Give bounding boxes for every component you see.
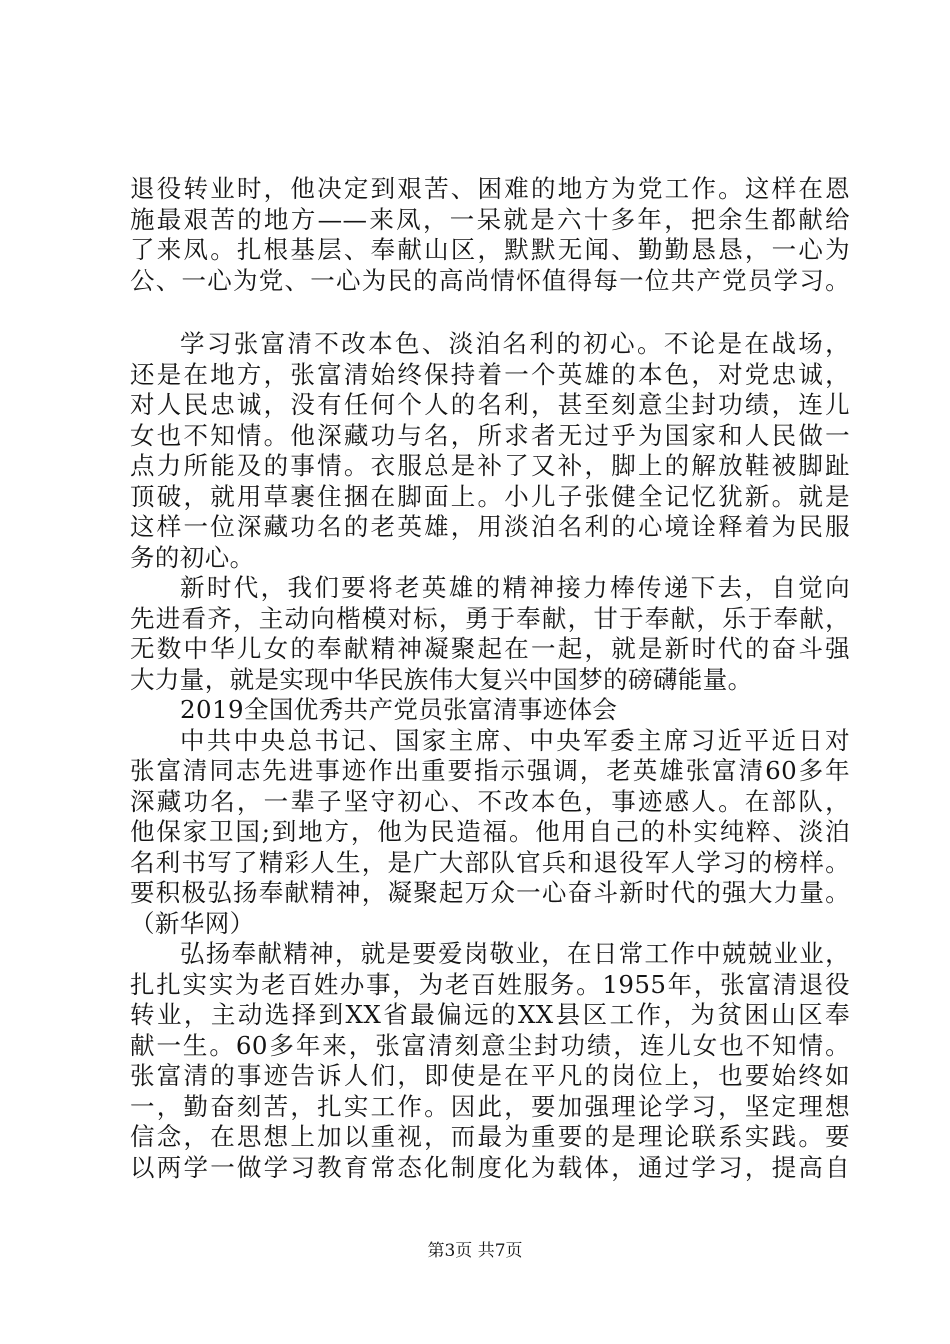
- text-line: 退役转业时，他决定到艰苦、困难的地方为党工作。这样在恩: [130, 174, 850, 203]
- text-line: 中共中央总书记、国家主席、中央军委主席习近平近日对: [180, 725, 850, 755]
- text-line: 要积极弘扬奉献精神，凝聚起万众一心奋斗新时代的强大力量。: [130, 878, 850, 907]
- text-line: 他保家卫国;到地方，他为民造福。他用自己的朴实纯粹、淡泊: [130, 817, 850, 846]
- text-line: 深藏功名，一辈子坚守初心、不改本色，事迹感人。在部队，: [130, 786, 850, 816]
- text-line: 张富清同志先进事迹作出重要指示强调，老英雄张富清60多年: [130, 756, 850, 785]
- text-line: 大力量，就是实现中华民族伟大复兴中国梦的磅礴能量。: [130, 664, 753, 694]
- text-line: 女也不知情。他深藏功与名，所求者无过乎为国家和人民做一: [130, 420, 850, 450]
- text-line: 献一生。60多年来，张富清刻意尘封功绩，连儿女也不知情。: [130, 1030, 850, 1060]
- text-line: 一，勤奋刻苦，扎实工作。因此，要加强理论学习，坚定理想: [130, 1091, 850, 1121]
- text-line: 以两学一做学习教育常态化制度化为载体，通过学习，提高自: [130, 1152, 850, 1182]
- text-line: 张富清的事迹告诉人们，即使是在平凡的岗位上，也要始终如: [130, 1061, 850, 1090]
- text-line: 新时代，我们要将老英雄的精神接力棒传递下去，自觉向: [180, 573, 850, 602]
- text-line: 这样一位深藏功名的老英雄，用淡泊名利的心境诠释着为民服: [130, 512, 850, 541]
- text-line: 先进看齐，主动向楷模对标，勇于奉献，甘于奉献，乐于奉献，: [130, 603, 850, 633]
- text-line: 弘扬奉献精神，就是要爱岗敬业，在日常工作中兢兢业业，: [180, 939, 850, 968]
- text-line: 转业，主动选择到XX省最偏远的XX县区工作，为贫困山区奉: [130, 1000, 850, 1029]
- text-line: 顶破，就用草裹住捆在脚面上。小儿子张健全记忆犹新。就是: [130, 481, 850, 511]
- text-line: （新华网）: [130, 908, 255, 938]
- page-number: 第3页 共7页: [427, 1241, 523, 1261]
- paragraph-1: [130, 174, 850, 296]
- text-line: 名利书写了精彩人生，是广大部队官兵和退役军人学习的榜样。: [130, 847, 850, 877]
- text-line: 公、一心为党、一心为民的高尚情怀值得每一位共产党员学习。: [130, 265, 850, 295]
- paragraph-4: [130, 726, 850, 940]
- text-line: 点力所能及的事情。衣服总是补了又补，脚上的解放鞋被脚趾: [130, 451, 850, 480]
- text-line: 扎扎实实为老百姓办事，为老百姓服务。1955年，张富清退役: [130, 969, 850, 999]
- paragraph-3: [130, 573, 850, 695]
- text-line: 学习张富清不改本色、淡泊名利的初心。不论是在战场，: [180, 329, 850, 358]
- text-line: 无数中华儿女的奉献精神凝聚起在一起，就是新时代的奋斗强: [130, 634, 850, 663]
- text-line: 还是在地方，张富清始终保持着一个英雄的本色，对党忠诚，: [130, 359, 850, 389]
- text-line: 信念，在思想上加以重视，而最为重要的是理论联系实践。要: [130, 1122, 850, 1151]
- text-line: 了来凤。扎根基层、奉献山区，默默无闻、勤勤恳恳，一心为: [130, 235, 850, 264]
- body-text: [130, 329, 850, 1183]
- paragraph-5: [130, 939, 850, 1183]
- paragraph-2: [130, 329, 850, 573]
- section-heading: 2019全国优秀共产党员张富清事迹体会: [180, 695, 618, 724]
- page-footer: [0, 1236, 950, 1261]
- text-line: 对人民忠诚，没有任何个人的名利，甚至刻意尘封功绩，连儿: [130, 390, 850, 419]
- text-line: 务的初心。: [130, 542, 255, 572]
- text-line: 施最艰苦的地方——来凤，一呆就是六十多年，把余生都献给: [130, 204, 850, 234]
